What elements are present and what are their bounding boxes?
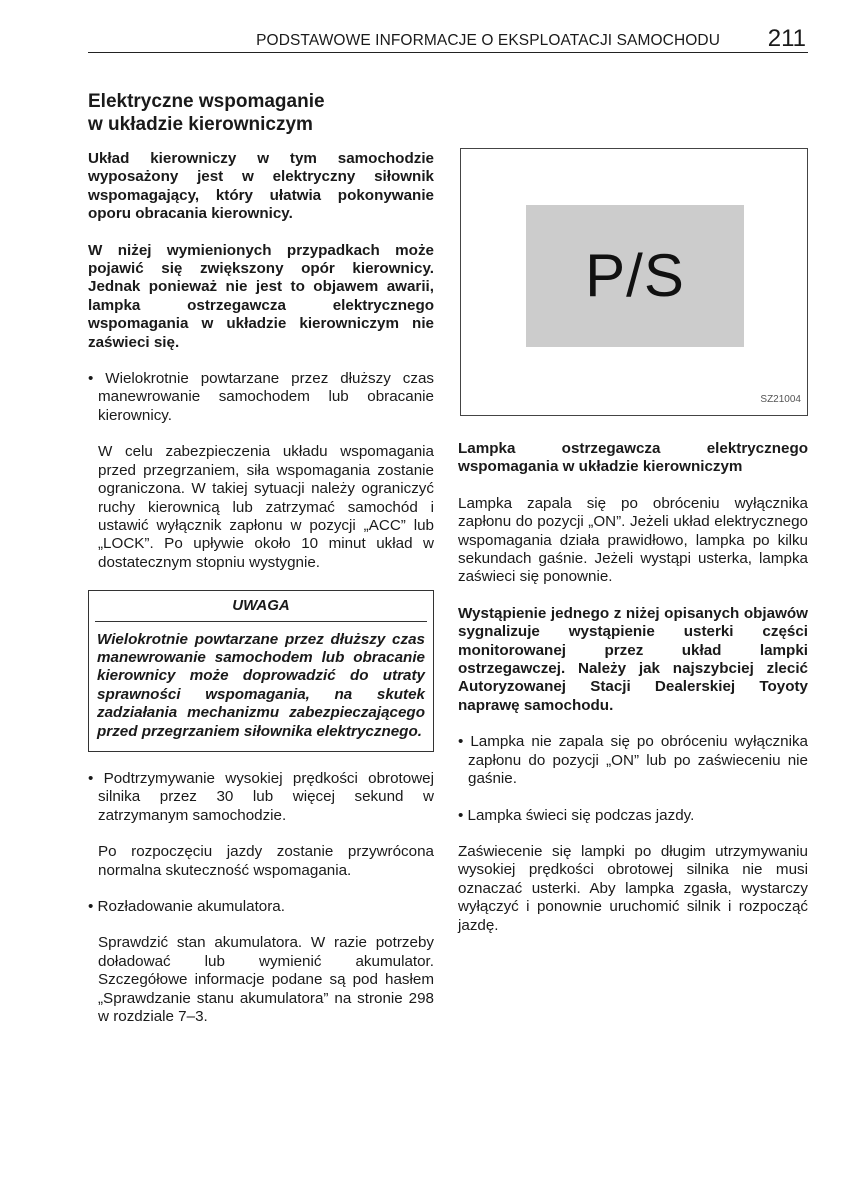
bullet-item-1: • Wielokrotnie powtarzane przez dłuższy czas manewrowanie samochodem lub obracanie kierownicy. (88, 370, 434, 424)
warning-lamp-figure (460, 148, 808, 416)
fault-item-2: • Lampka świeci się podczas jazdy. (458, 806, 695, 824)
lamp-description: Lampka zapala się po obróceniu wyłącznika zapłonu do pozycji „ON”. Jeżeli układ elektrycznego wspomagania działa prawidłowo, lampka po kilku sekundach gaśnie. Jeżeli wystąpi usterka, lampka zaświeci się ponownie. (458, 494, 808, 586)
closing-paragraph: Zaświecenie się lampki po długim utrzymywaniu wysokiej prędkości obrotowej silnika nie musi oznaczać usterki. Aby lampka zgasła, wystarczy wyłączyć i ponownie uruchomić silnik i rozpocząć jazdę. (458, 842, 808, 934)
bullet-item-3: • Rozładowanie akumulatora. (88, 898, 285, 915)
fault-intro-paragraph: Wystąpienie jednego z niżej opisanych objawów sygnalizuje wystąpienie usterki części monitorowanej przez układ lampki ostrzegawczej. Należy jak najszybciej zlecić Autoryzowanej Stacji Dealerskiej Toyoty naprawę samochodu. (458, 604, 808, 714)
left-column (88, 90, 434, 1044)
section-title: PODSTAWOWE INFORMACJE O EKSPLOATACJI SAMOCHODU (256, 32, 720, 49)
page-number: 211 (767, 25, 806, 52)
bullet-1-explanation: W celu zabezpieczenia układu wspomagania przed przegrzaniem, siła wspomagania zostanie ograniczona. W takiej sytuacji należy ograniczyć ruchy kierownicą lub zatrzymać samochód i ustawić wyłącznik zapłonu w pozycji „ACC” lub „LOCK”. Po upływie około 10 minut układ w dostatecznym stopniu wystygnie. (98, 443, 434, 571)
page-title (88, 90, 434, 136)
warning-text: Wielokrotnie powtarzane przez dłuższy czas manewrowanie samochodem lub obracanie kierownicy może doprowadzić do utraty sprawności wspomagania, na skutek zadziałania mechanizmu zabezpieczającego przed przegrzaniem siłownika elektrycznego. (97, 630, 425, 740)
bullet-item-2: • Podtrzymywanie wysokiej prędkości obrotowej silnika przez 30 lub więcej sekund w zatrzymanym samochodzie. (88, 769, 434, 824)
title-line-2: w układzie kierowniczym (88, 114, 313, 135)
title-line-1: Elektryczne wspomaganie (88, 91, 325, 112)
warning-box (88, 590, 434, 752)
fault-item-1: • Lampka nie zapala się po obróceniu wyłącznika zapłonu do pozycji „ON” lub po zaświeceniu nie gaśnie. (458, 733, 808, 788)
right-column (458, 90, 808, 953)
ps-warning-lamp-icon (526, 205, 744, 347)
lamp-heading: Lampka ostrzegawcza elektrycznego wspomagania w układzie kierowniczym (458, 440, 808, 476)
page-header (88, 24, 808, 53)
lamp-label: P/S (585, 241, 685, 309)
bullet-3-explanation: Sprawdzić stan akumulatora. W razie potrzeby doładować lub wymienić akumulator. Szczegółowe informacje podane są pod hasłem „Sprawdzanie stanu akumulatora” na stronie 298 w rozdziale 7–3. (98, 934, 434, 1026)
cases-intro-paragraph: W niżej wymienionych przypadkach może pojawić się zwiększony opór kierownicy. Jednak ponieważ nie jest to objawem awarii, lampka ostrzegawcza elektrycznego wspomagania w układzie kierowniczym nie zaświeci się. (88, 241, 434, 351)
bullet-2-explanation: Po rozpoczęciu jazdy zostanie przywrócona normalna skuteczność wspomagania. (98, 843, 434, 879)
warning-title: UWAGA (95, 591, 427, 621)
figure-code: SZ21004 (760, 393, 801, 405)
intro-paragraph: Układ kierowniczy w tym samochodzie wyposażony jest w elektryczny siłownik wspomagający, który ułatwia pokonywanie oporu obracania kierownicy. (88, 150, 434, 223)
